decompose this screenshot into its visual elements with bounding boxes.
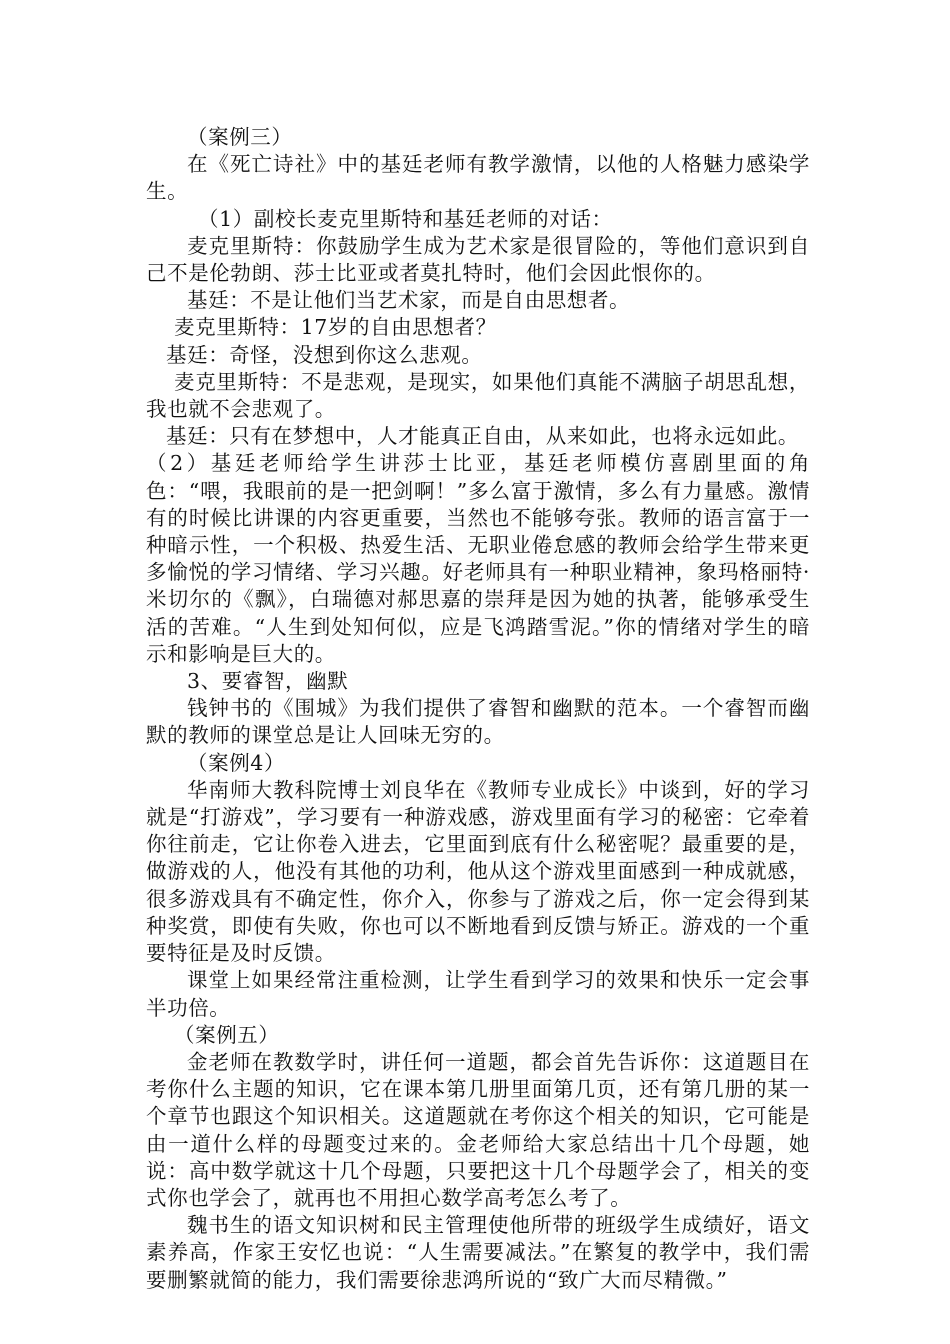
paragraph-game-learning: 华南师大教科院博士刘良华在《教师专业成长》中谈到，好的学习就是“打游戏”，学习要有一种游戏感，游戏里面有学习的秘密：它牵着你往前走，它让你卷入进去，它里面到底有什么秘密呢？最重要的是，做游戏的人，他没有其他的功利，他从这个游戏里面感到一种成就感，很多游戏具有不确定性，你介入，你参与了游戏之后，你一定会得到某种奖赏，即使有失败，你也可以不断地看到反馈与矫正。游戏的一个重要特征是及时反馈。	[146, 777, 810, 966]
dialogue-line: 麦克里斯特：不是悲观，是现实，如果他们真能不满脑子胡思乱想，我也就不会悲观了。	[146, 369, 810, 422]
paragraph-dead-poets-society: 在《死亡诗社》中的基廷老师有教学激情，以他的人格魅力感染学生。	[146, 152, 810, 204]
paragraph-wei-shusheng: 魏书生的语文知识树和民主管理使他所带的班级学生成绩好，语文素养高，作家王安忆也说：“人生需要减法。”在繁复的教学中，我们需要删繁就简的能力，我们需要徐悲鸿所说的“致广大而尽精微。”	[146, 1213, 810, 1292]
paragraph-shakespeare: （2）基廷老师给学生讲莎士比亚，基廷老师模仿喜剧里面的角色：“喂，我眼前的是一把剑啊！”多么富于激情，多么有力量感。激情有的时候比讲课的内容更重要，当然也不能够夸张。教师的语言富于一种暗示性，一个积极、热爱生活、无职业倦怠感的教师会给学生带来更多愉悦的学习情绪、学习兴趣。好老师具有一种职业精神，象玛格丽特·米切尔的《飘》，白瑞德对郝思嘉的崇拜是因为她的执著，能够承受生活的苦难。“人生到处知何似，应是飞鸿踏雪泥。”你的情绪对学生的暗示和影响是巨大的。	[146, 451, 810, 666]
paragraph-teacher-jin: 金老师在教数学时，讲任何一道题，都会首先告诉你：这道题目在考你什么主题的知识，它在课本第几册里面第几页，还有第几册的某一个章节也跟这个知识相关。这道题就在考你这个相关的知识，它可能是由一道什么样的母题变过来的。金老师给大家总结出十几个母题，她说：高中数学就这十几个母题，只要把这十几个母题学会了，相关的变式你也学会了，就再也不用担心数学高考怎么考了。	[146, 1049, 810, 1210]
paragraph-fortress-besieged: 钱钟书的《围城》为我们提供了睿智和幽默的范本。一个睿智而幽默的教师的课堂总是让人回味无穷的。	[146, 696, 810, 748]
document-body	[146, 124, 810, 1294]
case-four-heading: （案例4）	[187, 750, 286, 775]
paragraph-classroom-testing: 课堂上如果经常注重检测，让学生看到学习的效果和快乐一定会事半功倍。	[146, 968, 810, 1020]
dialogue-line: 基廷：奇怪，没想到你这么悲观。	[166, 342, 483, 367]
dialogue-line: 麦克里斯特：17岁的自由思想者？	[174, 315, 497, 340]
section-heading-wit-humor: 3、要睿智，幽默	[187, 669, 349, 694]
dialogue-line: 麦克里斯特：你鼓励学生成为艺术家是很冒险的，等他们意识到自己不是伦勃朗、莎士比亚或者莫扎特时，他们会因此恨你的。	[146, 233, 810, 286]
dialogue-line: 基廷：只有在梦想中，人才能真正自由，从来如此，也将永远如此。	[166, 424, 799, 449]
dialogue-line: 基廷：不是让他们当艺术家，而是自由思想者。	[187, 288, 631, 313]
case-three-heading: （案例三）	[187, 125, 293, 149]
case-five-heading: （案例五）	[174, 1022, 280, 1047]
dialogue-heading: （1）副校长麦克里斯特和基廷老师的对话：	[198, 206, 613, 231]
